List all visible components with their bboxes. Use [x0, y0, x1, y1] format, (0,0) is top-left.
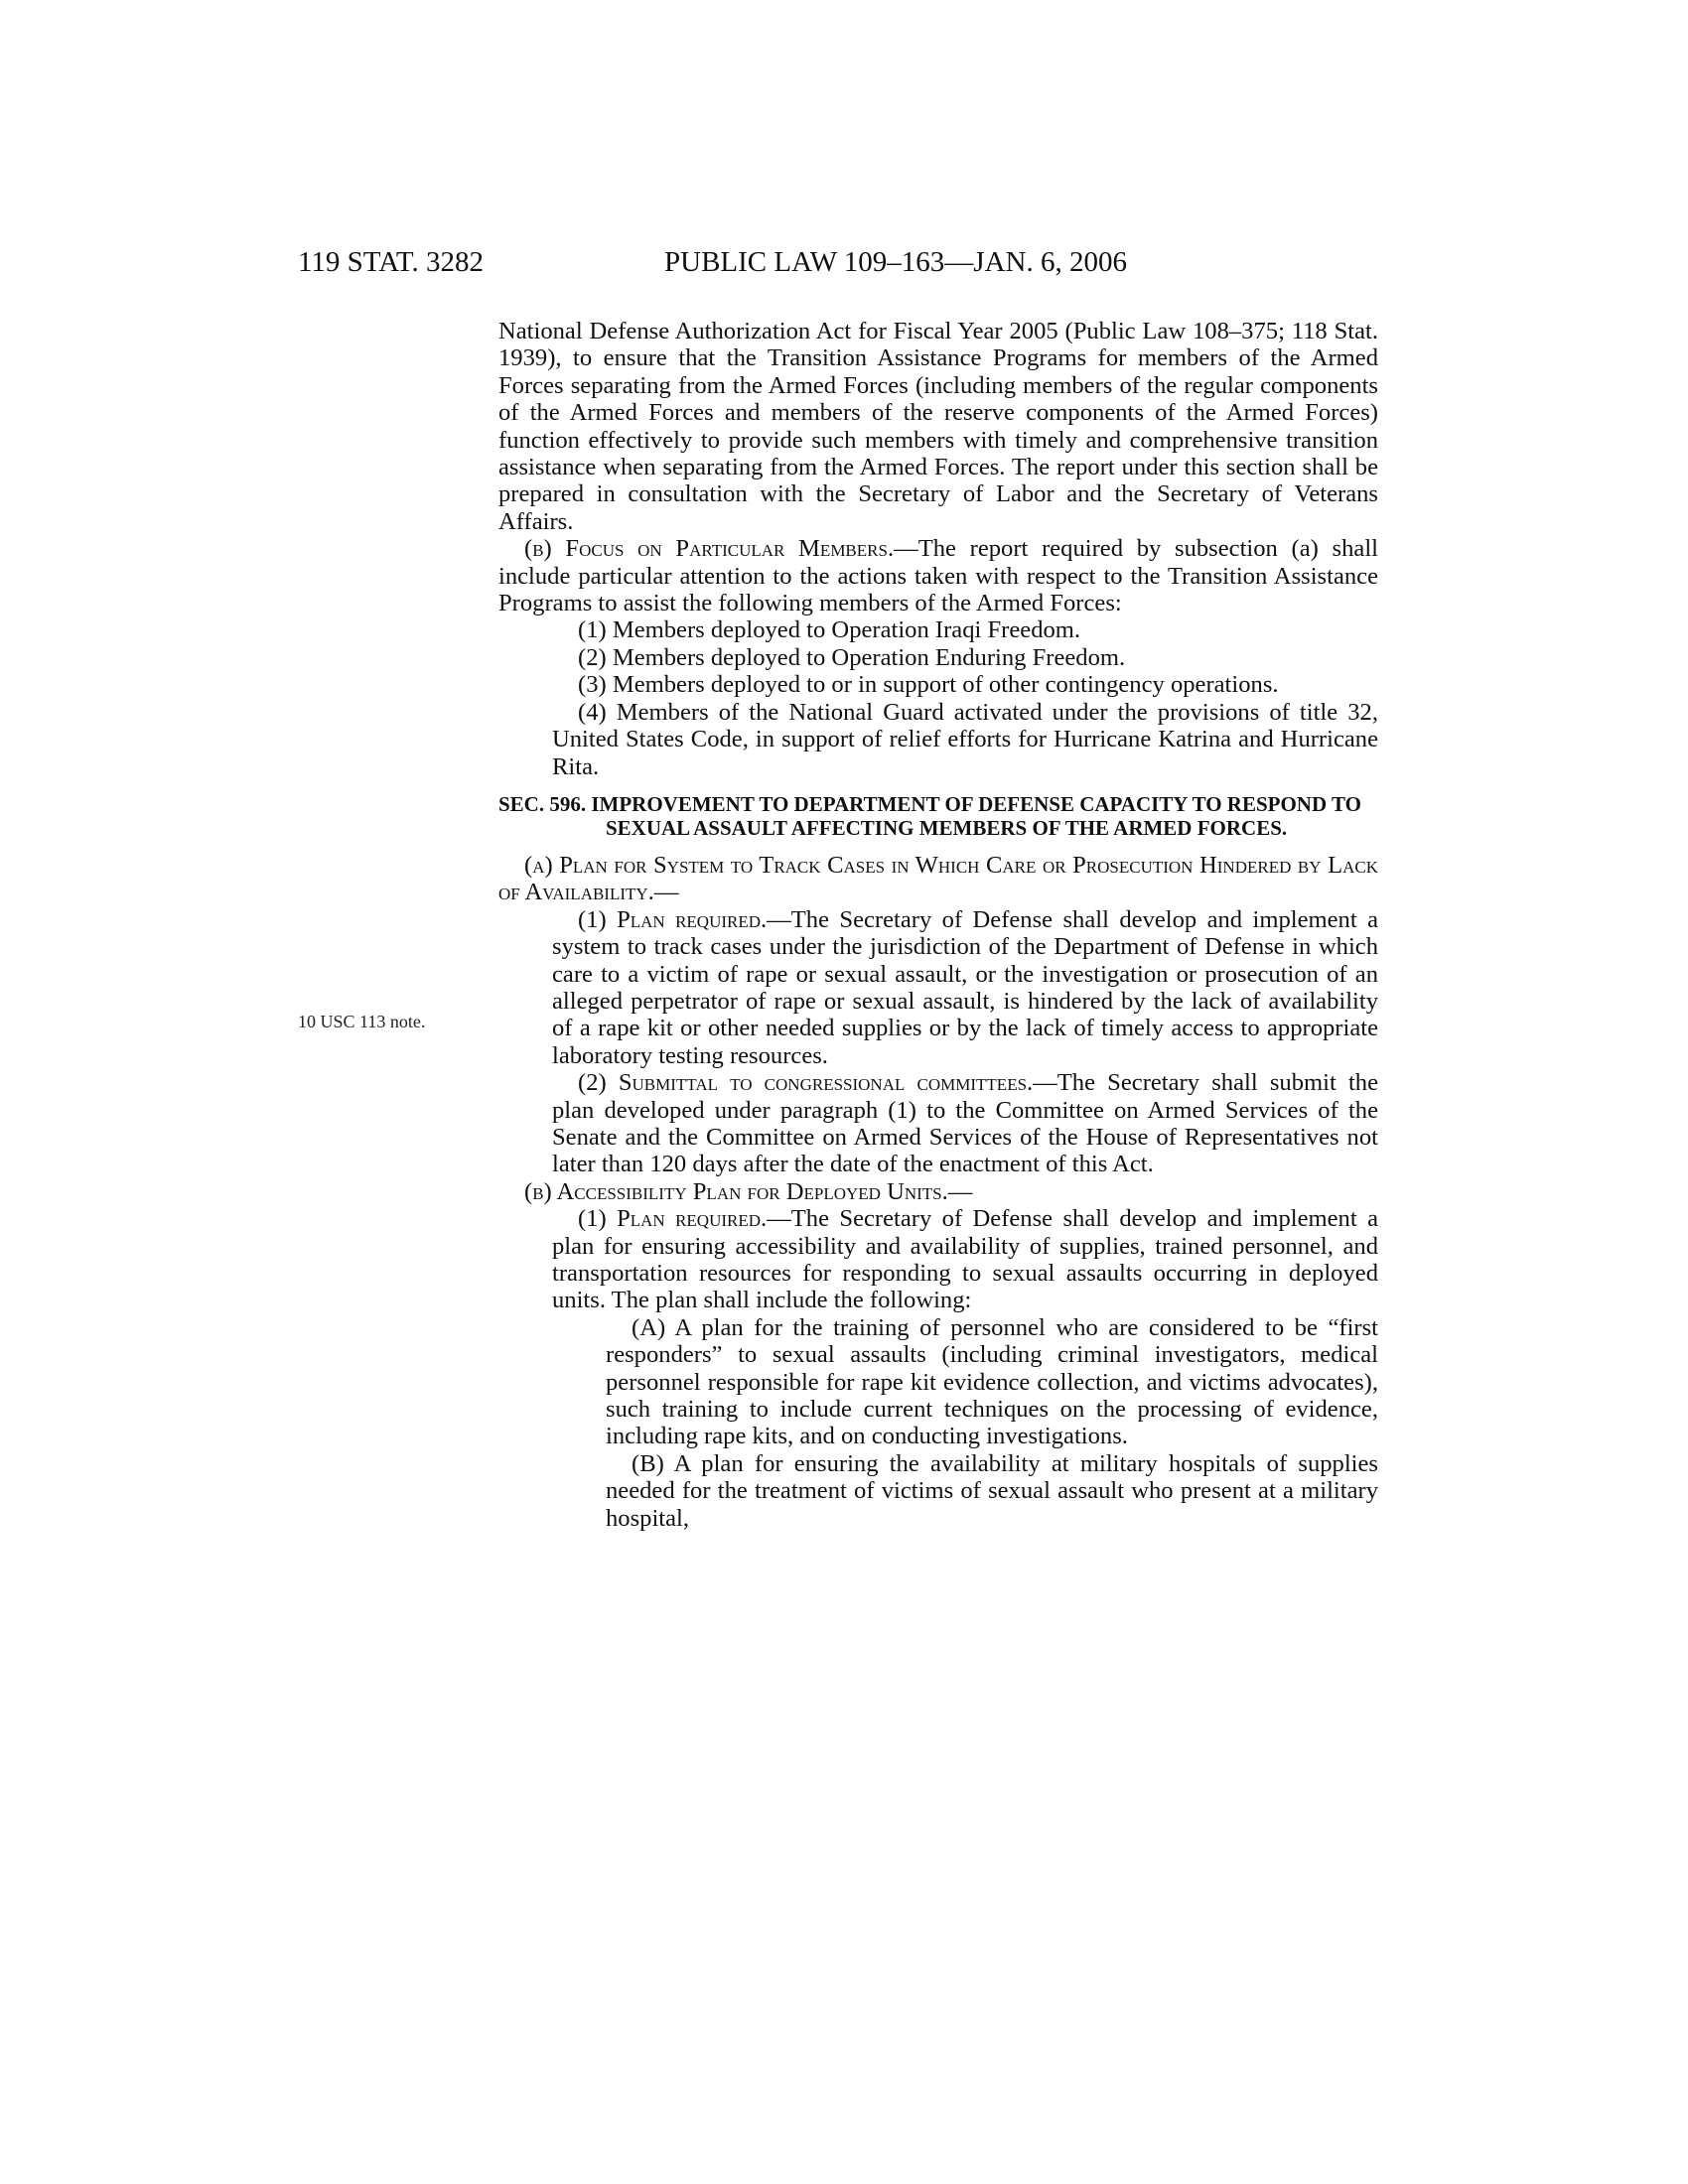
subsection-b-accessibility-heading	[498, 1178, 1378, 1205]
section-596-heading: SEC. 596. IMPROVEMENT TO DEPARTMENT OF DEFENSE CAPACITY TO RESPOND TO SEXUAL ASSAULT AFFECTING MEMBERS OF THE ARMED FORCES.	[498, 791, 1361, 840]
subparagraph-A: (A) A plan for the training of personnel who are considered to be “first responders” to sexual assaults (including criminal investigators, medical personnel responsible for rape kit evidence collection, and victims advocates), such training to include current techniques on the processing of evidence, including rape kits, and on conducting investigations.	[606, 1313, 1378, 1450]
list-item-b2: (2) Members deployed to Operation Enduring Freedom.	[578, 643, 1126, 671]
subsection-b-heading: (b) Focus on Particular Members.—	[524, 535, 918, 563]
paragraph-a1-heading: (1) Plan required.—	[578, 905, 791, 933]
paragraph-a2	[498, 1069, 1378, 1178]
paragraph-bb1-heading: (1) Plan required.—	[578, 1205, 791, 1233]
paragraph-continuation: National Defense Authorization Act for Fiscal Year 2005 (Public Law 108–375; 118 Stat. 1939), to ensure that the Transition Assistance Programs for members of the Armed Forces separating from the Armed Forces (including members of the regular components of the Armed Forces and members of the reserve components of the Armed Forces) function effectively to provide such members with timely and comprehensive transition assistance when separating from the Armed Forces. The report under this section shall be prepared in consultation with the Secretary of Labor and the Secretary of Veterans Affairs.	[498, 318, 1378, 535]
paragraph-a2-text: The Secretary shall submit the plan developed under paragraph (1) to the Committee on Armed Services of the Senate and the Committee on Armed Services of the House of Representatives not later than 120 days after the date of the enactment of this Act.	[552, 1069, 1379, 1178]
paragraph-bb1-text: The Secretary of Defense shall develop and implement a plan for ensuring accessibility and availability of supplies, trained personnel, and transportation resources for responding to sexual assaults occurring in deployed units. The plan shall include the following:	[552, 1205, 1378, 1314]
paragraph-a1-text: The Secretary of Defense shall develop and implement a system to track cases under the jurisdiction of the Department of Defense in which care to a victim of rape or sexual assault, or the investigation or prosecution of an alleged perpetrator of rape or sexual assault, is hindered by the lack of availability of a rape kit or other needed supplies or by the lack of timely access to appropriate laboratory testing resources.	[552, 905, 1378, 1069]
document-body	[498, 318, 1378, 1532]
running-header	[0, 246, 1688, 286]
subsection-b-text: The report required by subsection (a) shall include particular attention to the actions taken with respect to the Transition Assistance Programs to assist the following members of the Armed Forces:	[498, 535, 1379, 617]
paragraph-a2-heading: (2) Submittal to congressional committees.—	[578, 1069, 1057, 1097]
margin-citation-note: 10 USC 113 note.	[298, 1012, 426, 1031]
list-item-b1: (1) Members deployed to Operation Iraqi Freedom.	[578, 616, 1081, 644]
subsection-bb-heading-text: (b) Accessibility Plan for Deployed Units.—	[524, 1177, 973, 1205]
paragraph-bb1	[498, 1205, 1378, 1314]
list-item-b4: (4) Members of the National Guard activated under the provisions of title 32, United States Code, in support of relief efforts for Hurricane Katrina and Hurricane Rita.	[552, 698, 1378, 780]
statute-page-number: 119 STAT. 3282	[298, 246, 484, 278]
public-law-title: PUBLIC LAW 109–163—JAN. 6, 2006	[664, 246, 1127, 278]
list-item-b3: (3) Members deployed to or in support of other contingency operations.	[578, 671, 1279, 699]
paragraph-a1	[498, 906, 1378, 1069]
subparagraph-B: (B) A plan for ensuring the availability at military hospitals of supplies needed for the treatment of victims of sexual assault who present at a military hospital,	[606, 1449, 1378, 1532]
subsection-b-focus	[498, 535, 1378, 616]
subsection-a-heading-text: (a) Plan for System to Track Cases in Which Care or Prosecution Hindered by Lack of Availability.—	[498, 851, 1378, 906]
subsection-a-heading	[498, 852, 1378, 906]
